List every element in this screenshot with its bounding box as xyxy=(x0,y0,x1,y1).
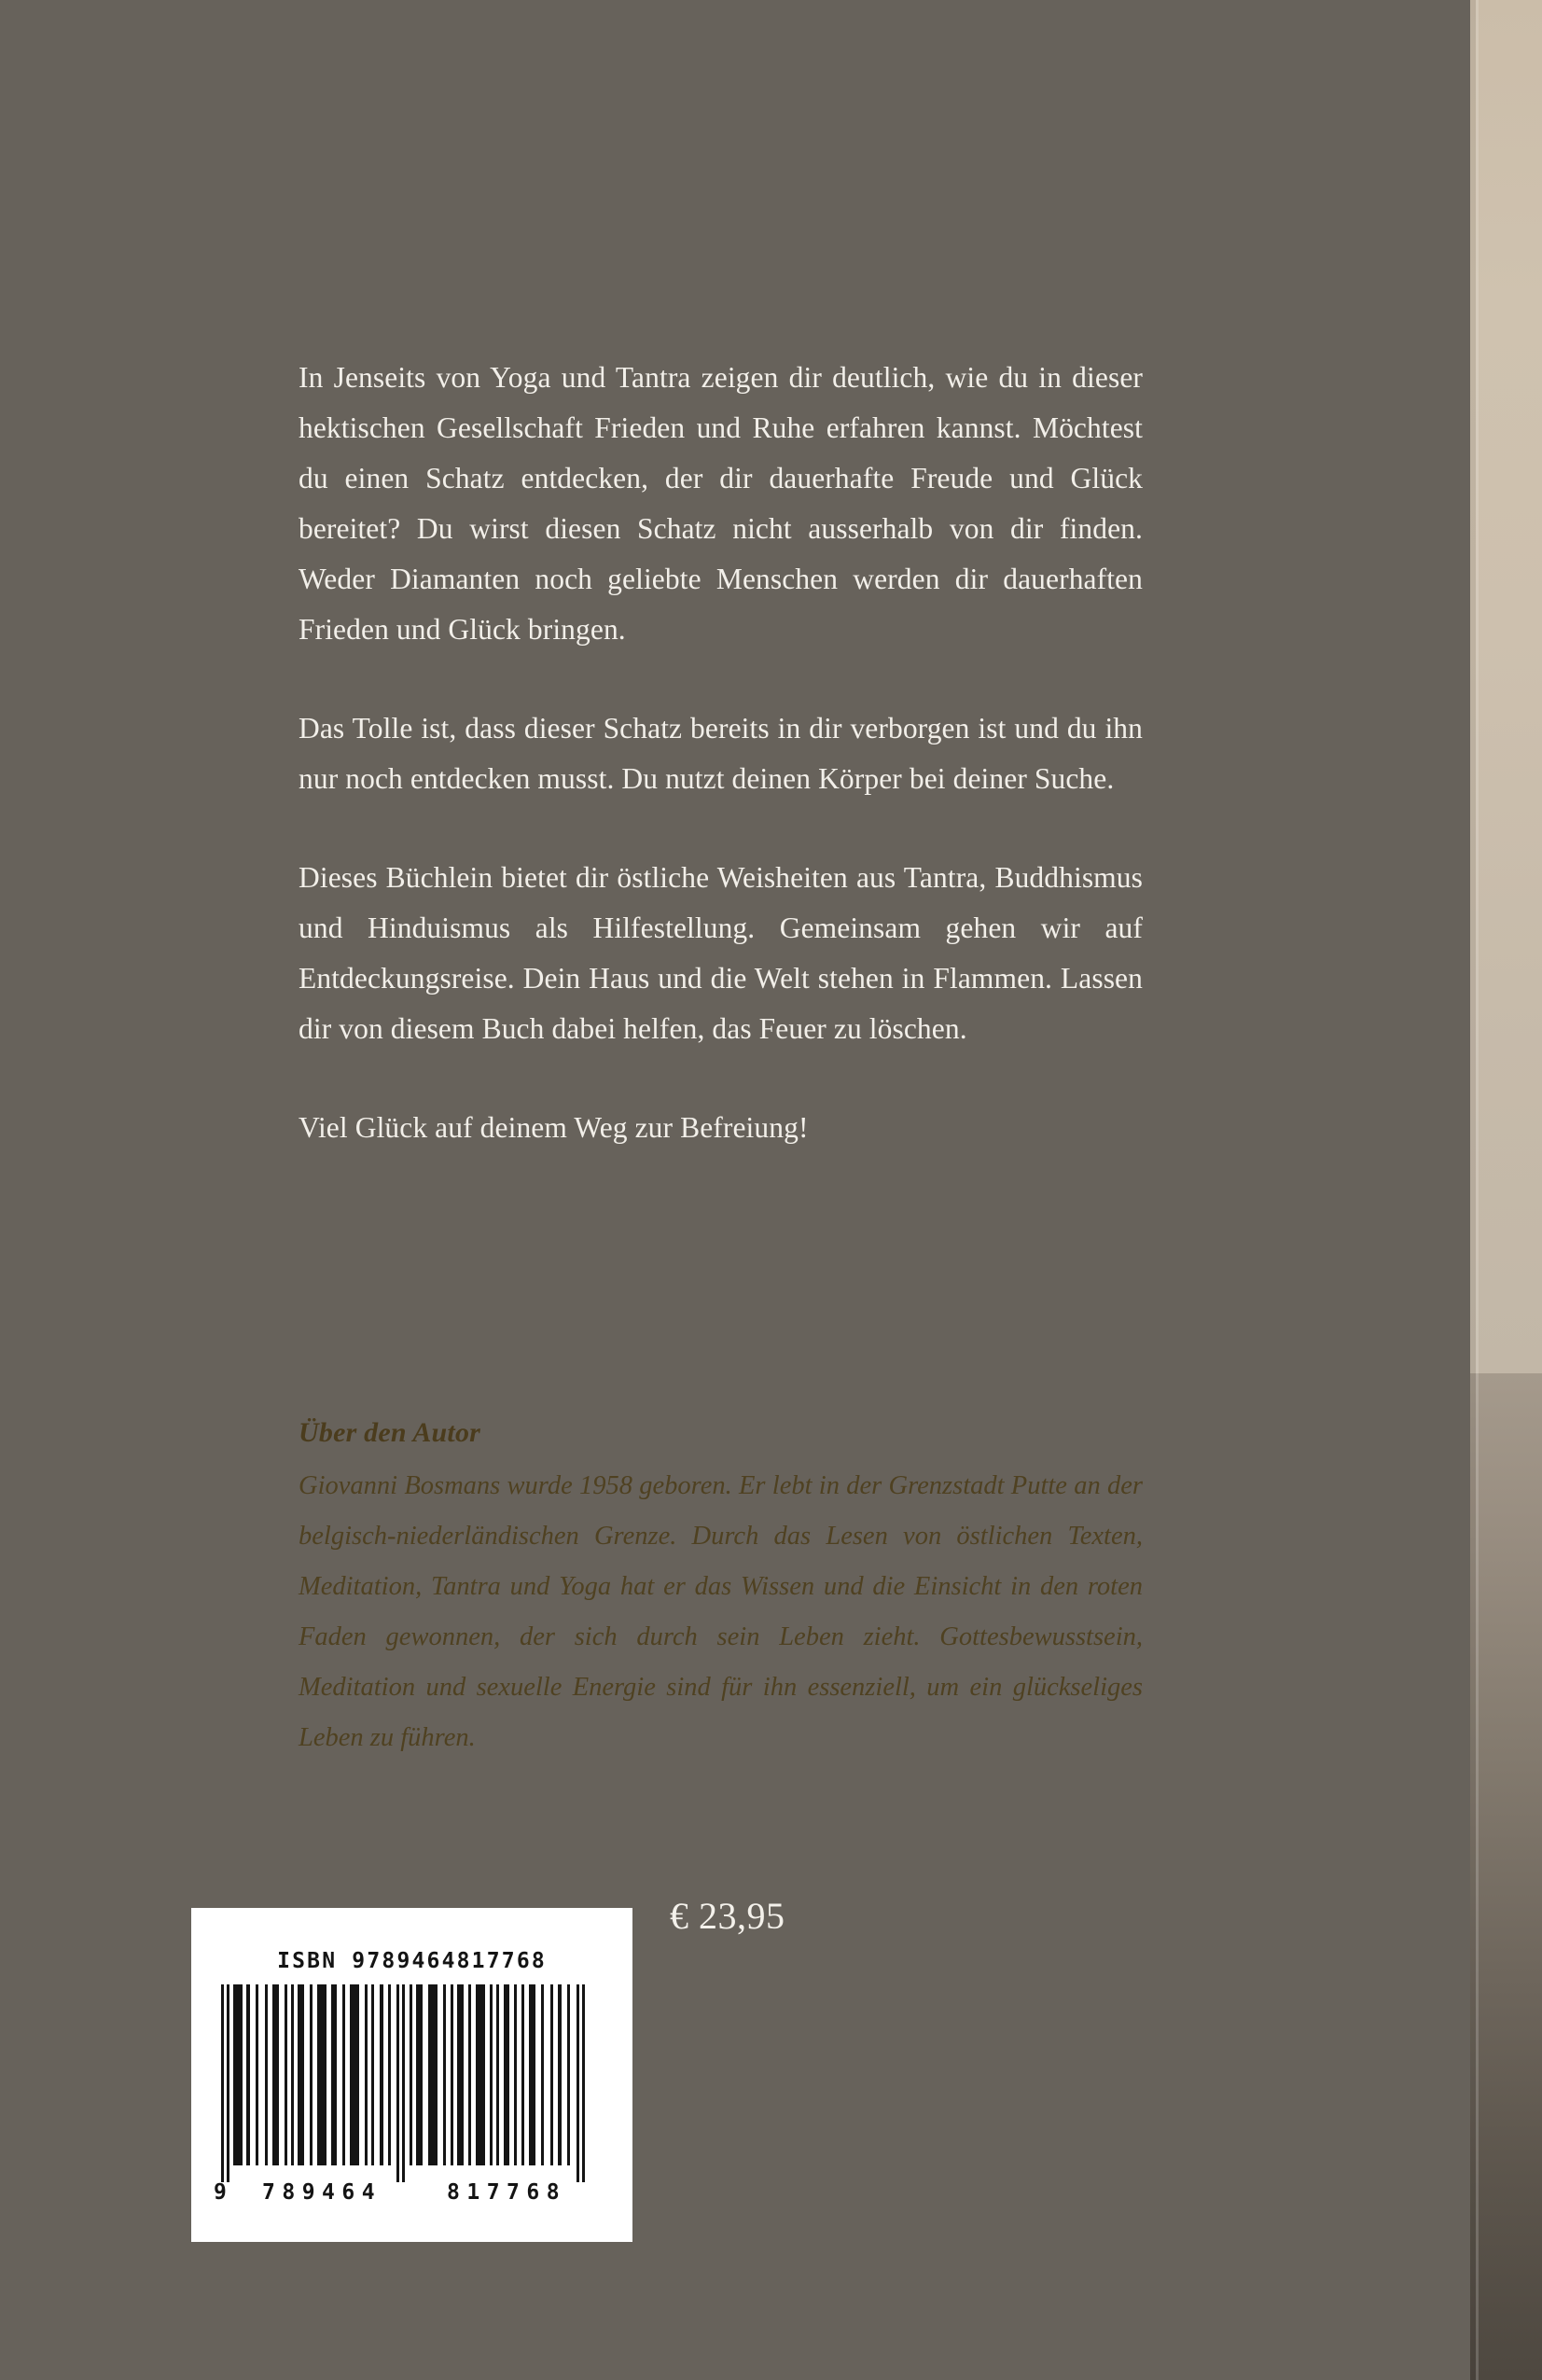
barcode-human-readable-digits xyxy=(214,2180,610,2212)
edge-strip-ground xyxy=(1470,1373,1542,2380)
edge-strip-sky xyxy=(1470,0,1542,1373)
barcode-bars xyxy=(219,1984,604,2182)
about-the-author-bio: Giovanni Bosmans wurde 1958 geboren. Er lebt in der Grenzstadt Putte an der belgisch-niederländischen Grenze. Durch das Lesen von östlichen Texten, Meditation, Tantra und Yoga hat er das Wissen und die Einsicht in den roten Faden gewonnen, der sich durch sein Leben zieht. Gottesbewusstsein, Meditation und sexuelle Energie sind für ihn essenziell, um ein glückseliges Leben zu führen. xyxy=(299,1471,1143,1752)
isbn-barcode xyxy=(191,1908,632,2242)
isbn-label: ISBN 9789464817768 xyxy=(277,1949,547,1973)
blurb-paragraph-1: In Jenseits von Yoga und Tantra zeigen dir deutlich, wie du in dieser hektischen Gesellschaft Frieden und Ruhe erfahren kannst. Möchtest du einen Schatz entdecken, der dir dauerhafte Freude und Glück bereitet? Du wirst diesen Schatz nicht ausserhalb von dir finden. Weder Diamanten noch geliebte Menschen werden dir dauerhaften Frieden und Glück bringen. xyxy=(299,361,1143,646)
barcode-left-digits: 789464 xyxy=(262,2180,382,2205)
isbn-barcode-inner xyxy=(191,1908,632,2242)
edge-strip-fold-line xyxy=(1476,0,1479,2380)
price-label: € 23,95 xyxy=(670,1895,785,1937)
cover-edge-strip xyxy=(1470,0,1542,2380)
blurb-paragraph-4: Viel Glück auf deinem Weg zur Befreiung! xyxy=(299,1111,809,1144)
barcode-right-digits: 817768 xyxy=(447,2180,567,2205)
barcode-lead-digit: 9 xyxy=(214,2180,227,2205)
blurb-text-column xyxy=(299,353,1143,1153)
about-the-author-section xyxy=(299,1414,1143,1763)
blurb-paragraph-3: Dieses Büchlein bietet dir östliche Weisheiten aus Tantra, Buddhismus und Hinduismus als Hilfestellung. Gemeinsam gehen wir auf Entdeckungsreise. Dein Haus und die Welt stehen in Flammen. Lassen dir von diesem Buch dabei helfen, das Feuer zu löschen. xyxy=(299,861,1143,1045)
blurb-paragraph-2: Das Tolle ist, dass dieser Schatz bereits in dir verborgen ist und du ihn nur noch entdecken musst. Du nutzt deinen Körper bei deiner Suche. xyxy=(299,712,1143,795)
about-the-author-heading: Über den Autor xyxy=(299,1417,481,1448)
